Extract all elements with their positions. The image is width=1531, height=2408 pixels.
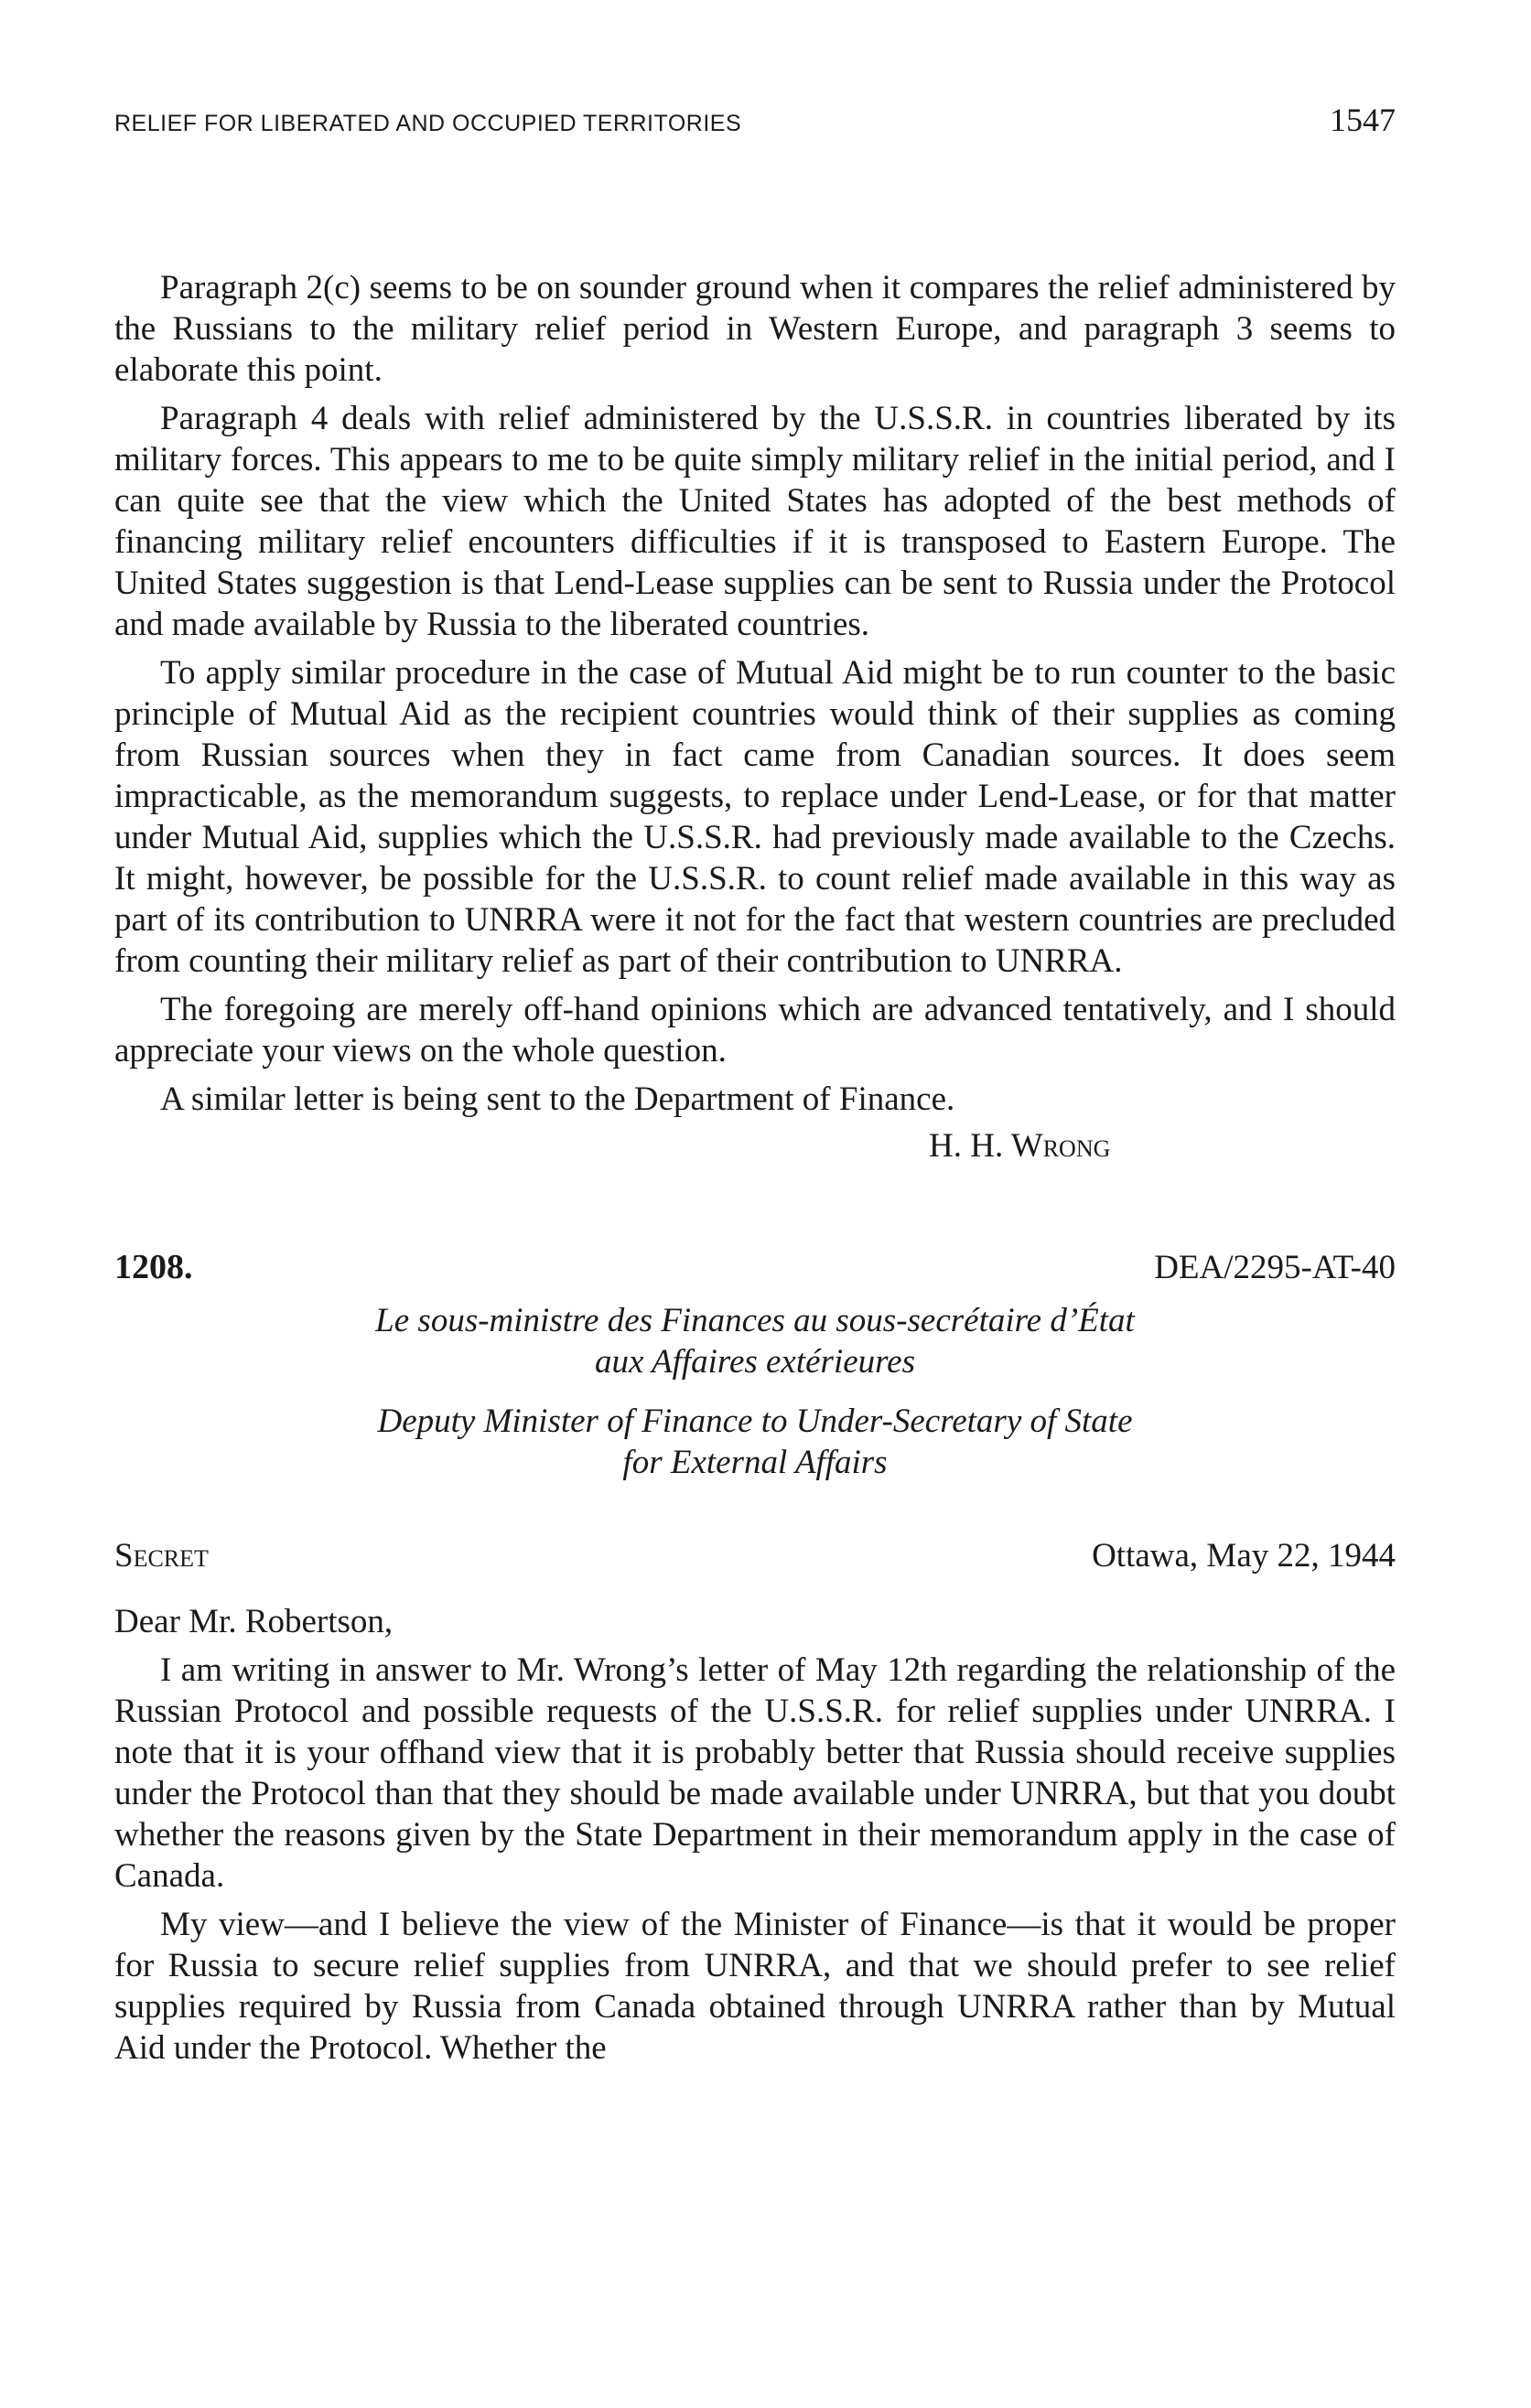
document-number: 1208. [114, 1248, 193, 1286]
running-head [114, 101, 1396, 156]
title-line: aux Affaires extérieures [594, 1343, 916, 1381]
title-line: Le sous-ministre des Finances au sous-secrétaire d’État [375, 1302, 1135, 1339]
title-line: Deputy Minister of Finance to Under-Secretary of State [377, 1403, 1133, 1440]
title-line: for External Affairs [622, 1444, 888, 1481]
paragraph: To apply similar procedure in the case of Mutual Aid might be to run counter to the basic principle of Mutual Aid as the recipient countries would think of their supplies as coming from Russian sources when they in fact came from Canadian sources. It does seem impracticable, as the memorandum suggests, to replace under Lend-Lease, or for that matter under Mutual Aid, supplies which the U.S.S.R. had previously made available to the Czechs. It might, however, be possible for the U.S.S.R. to count relief made available in this way as part of its contribution to UNRRA were it not for the fact that western countries are precluded from counting their military relief as part of their contribution to UNRRA. [114, 654, 1396, 980]
document-header [114, 1247, 1396, 1287]
document-title-french [114, 1300, 1396, 1382]
paragraph: Paragraph 4 deals with relief administered by the U.S.S.R. in countries liberated by its military forces. This appears to me to be quite simply military relief in the initial period, and I can quite see that the view which the United States has adopted of the best methods of financing military relief encounters difficulties if it is transposed to Eastern Europe. The United States suggestion is that Lend-Lease supplies can be sent to Russia under the Protocol and made available by Russia to the liberated countries. [114, 400, 1396, 643]
salutation: Dear Mr. Robertson, [114, 1603, 394, 1640]
letter-meta [114, 1536, 1396, 1575]
running-title: RELIEF FOR LIBERATED AND OCCUPIED TERRITORIES [114, 111, 742, 136]
paragraph: Paragraph 2(c) seems to be on sounder ground when it compares the relief administered by the Russians to the military relief period in Western Europe, and paragraph 3 seems to elaborate this point. [114, 269, 1396, 389]
signature: H. H. Wrong [929, 1127, 1111, 1165]
paragraph: A similar letter is being sent to the Department of Finance. [160, 1080, 955, 1118]
paragraph: My view—and I believe the view of the Minister of Finance—is that it would be proper for Russia to secure relief supplies from UNRRA, and that we should prefer to see relief supplies required by Russia from Canada obtained through UNRRA rather than by Mutual Aid under the Protocol. Whether the [114, 1906, 1396, 2067]
place-date: Ottawa, May 22, 1944 [1092, 1537, 1396, 1575]
document-title-english [114, 1401, 1396, 1483]
page-number: 1547 [1330, 102, 1396, 138]
letter-body [114, 1650, 1396, 2069]
document-reference: DEA/2295-AT-40 [1154, 1249, 1396, 1286]
paragraph: I am writing in answer to Mr. Wrong’s letter of May 12th regarding the relationship of the Russian Protocol and possible requests of the U.S.S.R. for relief supplies under UNRRA. I note that it is your offhand view that it is probably better that Russia should receive supplies under the Protocol than that they should be made available under UNRRA, but that you doubt whether the reasons given by the State Department in their memorandum apply in the case of Canada. [114, 1651, 1396, 1895]
previous-letter-continuation [114, 267, 1396, 1166]
document-page [114, 101, 1396, 2069]
paragraph: The foregoing are merely off-hand opinions which are advanced tentatively, and I should appreciate your views on the whole question. [114, 991, 1396, 1070]
classification: Secret [114, 1537, 209, 1575]
